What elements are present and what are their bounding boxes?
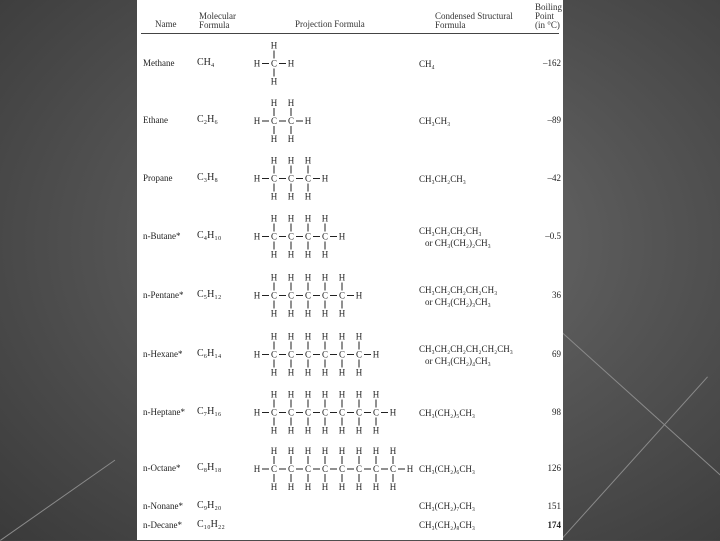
hydrogen-atom: H <box>253 407 261 418</box>
hydrogen-atom: H <box>321 425 329 436</box>
projection-formula <box>247 266 427 325</box>
hydrogen-atom: H <box>270 272 278 283</box>
molecular-formula: C₆H₁₄ <box>197 347 222 359</box>
hydrogen-atom: H <box>321 446 329 456</box>
hydrogen-atom: H <box>287 58 295 69</box>
hydrogen-atom: H <box>287 389 295 400</box>
condensed-formula-line: CH₃(CH₂)₈CH₃ <box>419 520 476 530</box>
hydrogen-atom: H <box>338 231 346 242</box>
alkane-name: n-Decane* <box>143 520 182 530</box>
carbon-atom: C <box>287 116 295 126</box>
table-row <box>137 497 563 516</box>
hydrogen-atom: H <box>321 389 329 400</box>
header-bp-3: (in °C) <box>535 20 560 30</box>
condensed-formula <box>419 284 497 308</box>
carbon-atom: C <box>304 349 312 360</box>
header-rule <box>141 33 559 34</box>
hydrogen-atom: H <box>321 173 329 184</box>
alkane-table-sheet <box>137 0 563 540</box>
molecular-formula: CH₄ <box>197 56 215 68</box>
hydrogen-atom: H <box>321 367 329 378</box>
carbon-atom: C <box>389 464 397 474</box>
background-line <box>560 377 708 541</box>
carbon-atom: C <box>287 231 295 242</box>
boiling-point: 126 <box>547 463 561 473</box>
condensed-formula-line: or CH₃(CH₂)₄CH₃ <box>425 355 491 366</box>
molecular-formula: C₇H₁₆ <box>197 405 222 417</box>
hydrogen-atom: H <box>321 308 329 319</box>
hydrogen-atom: H <box>253 290 261 301</box>
alkane-name: n-Nonane* <box>143 501 183 511</box>
hydrogen-atom: H <box>355 425 363 436</box>
alkane-name: Methane <box>143 57 175 68</box>
condensed-formula-line: CH₃CH₂CH₂CH₂CH₂CH₃ <box>419 343 513 354</box>
hydrogen-atom: H <box>321 272 329 283</box>
hydrogen-atom: H <box>270 249 278 260</box>
hydrogen-atom: H <box>389 446 397 456</box>
carbon-atom: C <box>338 407 346 418</box>
hydrogen-atom: H <box>304 446 312 456</box>
hydrogen-atom: H <box>270 482 278 492</box>
carbon-atom: C <box>355 349 363 360</box>
hydrogen-atom: H <box>321 482 329 492</box>
header-bp-1: Boiling <box>535 2 563 12</box>
condensed-formula-line: or CH₃(CH₂)₃CH₃ <box>425 296 491 307</box>
hydrogen-atom: H <box>338 308 346 319</box>
condensed-formula-line: CH₃CH₂CH₂CH₂CH₃ <box>419 284 498 295</box>
condensed-formula <box>419 225 491 249</box>
carbon-atom: C <box>321 407 329 418</box>
carbon-atom: C <box>304 173 312 184</box>
projection-formula <box>247 441 427 497</box>
hydrogen-atom: H <box>304 331 312 342</box>
hydrogen-atom: H <box>304 425 312 436</box>
hydrogen-atom: H <box>304 191 312 202</box>
condensed-formula-line: CH₄ <box>419 58 435 69</box>
hydrogen-atom: H <box>287 155 295 166</box>
hydrogen-atom: H <box>253 58 261 69</box>
header-projection: Projection Formula <box>295 19 365 29</box>
hydrogen-atom: H <box>338 272 346 283</box>
hydrogen-atom: H <box>338 389 346 400</box>
boiling-point: 36 <box>552 289 561 300</box>
hydrogen-atom: H <box>287 482 295 492</box>
boiling-point: –89 <box>547 115 561 125</box>
background-line <box>559 330 720 478</box>
hydrogen-atom: H <box>304 367 312 378</box>
hydrogen-atom: H <box>270 389 278 400</box>
carbon-atom: C <box>287 349 295 360</box>
condensed-formula-line: CH₃CH₂CH₂CH₃ <box>419 225 482 236</box>
boiling-point: 69 <box>552 348 561 359</box>
molecular-formula: C₈H₁₈ <box>197 462 222 473</box>
carbon-atom: C <box>270 231 278 242</box>
carbon-atom: C <box>270 407 278 418</box>
table-row <box>137 207 563 266</box>
hydrogen-atom: H <box>287 425 295 436</box>
hydrogen-atom: H <box>355 331 363 342</box>
molecular-formula: C₅H₁₂ <box>197 288 222 300</box>
hydrogen-atom: H <box>270 76 278 87</box>
molecular-formula: C₃H₈ <box>197 171 218 183</box>
alkane-name: n-Heptane* <box>143 406 185 417</box>
carbon-atom: C <box>304 231 312 242</box>
condensed-formula-line: CH₃CH₂CH₃ <box>419 173 466 184</box>
condensed-formula-line: CH₃(CH₂)₆CH₃ <box>419 464 476 474</box>
hydrogen-atom: H <box>406 464 414 474</box>
carbon-atom: C <box>287 407 295 418</box>
condensed-formula-line: CH₃(CH₂)₅CH₃ <box>419 407 476 418</box>
hydrogen-atom: H <box>287 249 295 260</box>
carbon-atom: C <box>372 464 380 474</box>
header-name: Name <box>155 19 177 29</box>
condensed-formula <box>419 519 475 531</box>
projection-formula <box>247 150 427 207</box>
molecular-formula: C₁₀H₂₂ <box>197 519 225 530</box>
hydrogen-atom: H <box>287 367 295 378</box>
carbon-atom: C <box>287 173 295 184</box>
hydrogen-atom: H <box>270 98 278 108</box>
condensed-formula-line: CH₃(CH₂)₇CH₃ <box>419 501 476 511</box>
boiling-point: 174 <box>547 520 561 530</box>
carbon-atom: C <box>355 407 363 418</box>
carbon-atom: C <box>372 407 380 418</box>
carbon-atom: C <box>287 290 295 301</box>
hydrogen-atom: H <box>287 98 295 108</box>
projection-formula <box>247 207 427 266</box>
carbon-atom: C <box>321 290 329 301</box>
background-line <box>0 460 115 541</box>
hydrogen-atom: H <box>338 482 346 492</box>
hydrogen-atom: H <box>338 331 346 342</box>
hydrogen-atom: H <box>253 231 261 242</box>
projection-formula <box>247 92 427 150</box>
hydrogen-atom: H <box>338 367 346 378</box>
hydrogen-atom: H <box>253 464 261 474</box>
hydrogen-atom: H <box>270 331 278 342</box>
hydrogen-atom: H <box>270 446 278 456</box>
table-row <box>137 384 563 441</box>
boiling-point: 151 <box>547 501 561 511</box>
condensed-formula <box>419 407 475 419</box>
hydrogen-atom: H <box>304 482 312 492</box>
hydrogen-atom: H <box>338 425 346 436</box>
header-molecular-2: Formula <box>199 20 230 30</box>
carbon-atom: C <box>321 464 329 474</box>
alkane-name: n-Octane* <box>143 463 181 473</box>
boiling-point: –0.5 <box>545 230 561 241</box>
carbon-atom: C <box>338 464 346 474</box>
hydrogen-atom: H <box>355 389 363 400</box>
condensed-formula <box>419 463 475 475</box>
carbon-atom: C <box>304 290 312 301</box>
hydrogen-atom: H <box>287 272 295 283</box>
hydrogen-atom: H <box>270 367 278 378</box>
hydrogen-atom: H <box>321 331 329 342</box>
hydrogen-atom: H <box>389 482 397 492</box>
hydrogen-atom: H <box>355 446 363 456</box>
hydrogen-atom: H <box>253 116 261 126</box>
hydrogen-atom: H <box>287 191 295 202</box>
hydrogen-atom: H <box>372 482 380 492</box>
boiling-point: –42 <box>547 172 561 183</box>
hydrogen-atom: H <box>304 272 312 283</box>
projection-formula <box>247 325 427 384</box>
header-bp-2: Point <box>535 11 555 21</box>
carbon-atom: C <box>270 116 278 126</box>
hydrogen-atom: H <box>253 173 261 184</box>
carbon-atom: C <box>270 349 278 360</box>
header-condensed-2: Formula <box>435 20 466 30</box>
table-row <box>137 150 563 207</box>
projection-formula <box>247 35 427 92</box>
table-row <box>137 441 563 497</box>
hydrogen-atom: H <box>287 308 295 319</box>
carbon-atom: C <box>270 290 278 301</box>
hydrogen-atom: H <box>372 389 380 400</box>
hydrogen-atom: H <box>304 308 312 319</box>
boiling-point: 98 <box>552 406 561 417</box>
hydrogen-atom: H <box>270 40 278 51</box>
hydrogen-atom: H <box>270 134 278 144</box>
header-molecular-1: Molecular <box>199 11 236 21</box>
hydrogen-atom: H <box>287 446 295 456</box>
condensed-formula-line: CH₃CH₃ <box>419 116 451 126</box>
hydrogen-atom: H <box>355 482 363 492</box>
table-row <box>137 325 563 384</box>
carbon-atom: C <box>355 464 363 474</box>
hydrogen-atom: H <box>287 331 295 342</box>
molecular-formula: C₂H₆ <box>197 114 218 125</box>
hydrogen-atom: H <box>321 213 329 224</box>
hydrogen-atom: H <box>372 446 380 456</box>
hydrogen-atom: H <box>321 249 329 260</box>
hydrogen-atom: H <box>304 213 312 224</box>
hydrogen-atom: H <box>304 116 312 126</box>
carbon-atom: C <box>270 173 278 184</box>
carbon-atom: C <box>321 349 329 360</box>
hydrogen-atom: H <box>338 446 346 456</box>
hydrogen-atom: H <box>304 389 312 400</box>
hydrogen-atom: H <box>270 425 278 436</box>
carbon-atom: C <box>304 407 312 418</box>
alkane-name: n-Butane* <box>143 230 181 241</box>
carbon-atom: C <box>338 290 346 301</box>
hydrogen-atom: H <box>270 213 278 224</box>
molecular-formula: C₄H₁₀ <box>197 229 222 241</box>
carbon-atom: C <box>304 464 312 474</box>
table-row <box>137 266 563 325</box>
hydrogen-atom: H <box>270 191 278 202</box>
hydrogen-atom: H <box>304 155 312 166</box>
hydrogen-atom: H <box>389 407 397 418</box>
condensed-formula-line: or CH₃(CH₂)₂CH₃ <box>425 237 491 248</box>
molecular-formula: C₉H₂₀ <box>197 500 222 511</box>
table-row <box>137 35 563 92</box>
hydrogen-atom: H <box>287 134 295 144</box>
alkane-name: n-Hexane* <box>143 348 183 359</box>
table-row <box>137 516 563 538</box>
boiling-point: –162 <box>543 57 561 68</box>
projection-formula <box>247 384 427 441</box>
carbon-atom: C <box>338 349 346 360</box>
hydrogen-atom: H <box>304 249 312 260</box>
hydrogen-atom: H <box>270 308 278 319</box>
hydrogen-atom: H <box>372 349 380 360</box>
carbon-atom: C <box>287 464 295 474</box>
hydrogen-atom: H <box>355 367 363 378</box>
hydrogen-atom: H <box>287 213 295 224</box>
hydrogen-atom: H <box>253 349 261 360</box>
carbon-atom: C <box>270 464 278 474</box>
condensed-formula <box>419 343 513 367</box>
carbon-atom: C <box>321 231 329 242</box>
hydrogen-atom: H <box>270 155 278 166</box>
alkane-name: n-Pentane* <box>143 289 184 300</box>
hydrogen-atom: H <box>355 290 363 301</box>
alkane-name: Ethane <box>143 115 168 125</box>
condensed-formula <box>419 500 475 512</box>
header-condensed-1: Condensed Structural <box>435 11 513 21</box>
carbon-atom: C <box>270 58 278 69</box>
table-row <box>137 92 563 150</box>
hydrogen-atom: H <box>372 425 380 436</box>
alkane-name: Propane <box>143 172 173 183</box>
